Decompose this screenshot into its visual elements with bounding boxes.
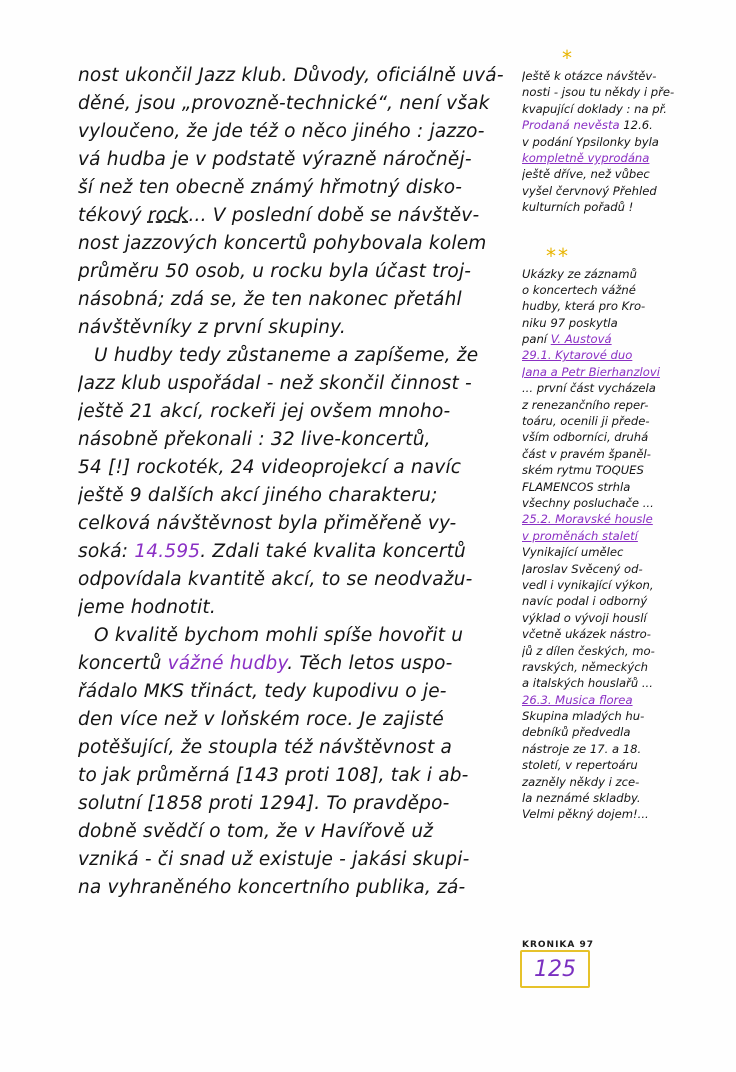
event-title: Jana a Petr Bierhanzlovi	[522, 364, 660, 379]
main-line: den více než v loňském roce. Je zajisté	[78, 709, 444, 730]
main-line: nost jazzových koncertů pohybovala kolem	[78, 233, 487, 254]
main-line: ší než ten obecně známý hřmotný disko-	[78, 177, 463, 198]
side-note-line: Ještě k otázce návštěv-	[522, 69, 657, 83]
main-line-rock	[78, 202, 518, 230]
main-line: potěšující, že stoupla též návštěvnost a	[78, 737, 453, 758]
side-notes-column	[522, 48, 718, 823]
main-line: dobně svědčí o tom, že v Havířově už	[78, 821, 434, 842]
event-text: Velmi pěkný dojem!...	[522, 807, 649, 822]
event-title: 25.2. Moravské housle	[522, 512, 653, 527]
event-text: toáru, ocenili ji přede-	[522, 414, 650, 429]
event-text: století, v repertoáru	[522, 758, 638, 773]
main-line: násobně překonali : 32 live-koncertů,	[78, 429, 431, 450]
main-line: děné, jsou „provozně-technické“, není však	[78, 93, 490, 114]
side-note-line: hudby, která pro Kro-	[522, 299, 646, 314]
main-line: vá hudba je v podstatě výrazně náročněj-	[78, 149, 472, 170]
main-line: jeme hodnotit.	[78, 597, 216, 618]
event-text: z renezančního reper-	[522, 397, 649, 412]
event-text: Jaroslav Svěcený od-	[522, 561, 643, 576]
double-star-icon: **	[546, 243, 570, 268]
main-line: O kvalitě bychom mohli spíše hovořit u	[94, 625, 464, 646]
opera-title: Prodaná nevěsta	[522, 118, 620, 133]
event-text: všechny posluchače ...	[522, 495, 654, 510]
event-text: zazněly někdy i zce-	[522, 774, 640, 789]
visitors-tail: . Zdali také kvalita koncertů	[200, 541, 466, 562]
side-note-line: vyšel červnový Přehled	[522, 183, 657, 198]
star-icon: *	[562, 46, 572, 70]
side-note-line: Ukázky ze záznamů	[522, 266, 637, 281]
event-text: debníků předvedla	[522, 725, 631, 740]
event-text: vším odborníci, druhá	[522, 430, 649, 445]
main-line: celková návštěvnost byla přiměřeně vy-	[78, 513, 457, 534]
main-line: solutní [1858 proti 1294]. To pravděpo-	[78, 793, 450, 814]
main-line: to jak průměrná [143 proti 108], tak i ab-	[78, 765, 469, 786]
event-text: část v pravém španěl-	[522, 446, 651, 461]
main-line: průměru 50 osob, u rocku byla účast troj-	[78, 261, 472, 282]
page-number: 125	[534, 956, 576, 982]
main-line: na vyhraněného koncertního publika, zá-	[78, 877, 466, 898]
main-line-prefix: koncertů	[78, 653, 168, 674]
main-line-classical	[78, 650, 518, 678]
chronicle-label: KRONIKA 97	[522, 940, 595, 950]
event-title: v proměnách staletí	[522, 528, 638, 543]
spacer	[522, 216, 718, 246]
rock-word: rock	[147, 205, 189, 226]
main-line: Jazz klub uspořádal - než skončil činnost -	[78, 373, 472, 394]
contributor-name: V. Austová	[550, 332, 612, 347]
side-note-line: kulturních pořadů !	[522, 200, 634, 215]
main-line-prefix: soká:	[78, 541, 135, 562]
side-note-line-opera	[522, 117, 718, 133]
side-note-line: o koncertech vážné	[522, 282, 636, 297]
main-text-column	[78, 62, 518, 902]
main-line: násobná; zdá se, že ten nakonec přetáhl	[78, 289, 462, 310]
rock-tail: ... V poslední době se návštěv-	[188, 205, 480, 226]
event-text: výklad o vývoji houslí	[522, 610, 647, 625]
event-text: ... první část vycházela	[522, 381, 656, 396]
main-line: vzniká - či snad už existuje - jakási skupi-	[78, 849, 470, 870]
main-line: 54 [!] rockoték, 24 videoprojekcí a navíc	[78, 457, 462, 478]
event-text: ském rytmu TOQUES	[522, 463, 644, 478]
event-text: nástroje ze 17. a 18.	[522, 741, 642, 756]
side-note-line: niku 97 poskytla	[522, 315, 618, 330]
main-line: návštěvníky z první skupiny.	[78, 317, 346, 338]
main-line-visitors	[78, 538, 518, 566]
event-text: navíc podal i odborný	[522, 594, 648, 609]
opera-date: 12.6.	[619, 118, 653, 133]
side-note-line-person	[522, 331, 718, 347]
event-text: la neznámé skladby.	[522, 791, 641, 806]
side-note-line: ještě dříve, než vůbec	[522, 167, 650, 182]
event-text: vedl i vynikající výkon,	[522, 577, 654, 592]
side-note-prefix: paní	[522, 332, 551, 347]
classical-tail: . Těch letos uspo-	[287, 653, 453, 674]
event-title: 29.1. Kytarové duo	[522, 348, 633, 363]
visitors-number: 14.595	[134, 541, 201, 562]
main-line: nost ukončil Jazz klub. Důvody, oficiálně uvá-	[78, 65, 504, 86]
page-number-box	[520, 950, 590, 988]
main-line: vyloučeno, že jde též o něco jiného : jazzo-	[78, 121, 485, 142]
main-line: ještě 9 dalších akcí jiného charakteru;	[78, 485, 438, 506]
sold-out-phrase: kompletně vyprodána	[522, 150, 650, 165]
event-title: 26.3. Musica florea	[522, 692, 633, 707]
event-text: Skupina mladých hu-	[522, 709, 645, 724]
main-line: U hudby tedy zůstaneme a zapíšeme, že	[94, 345, 479, 366]
main-line: řádalo MKS třináct, tedy kupodivu o je-	[78, 681, 447, 702]
classical-music-phrase: vážné hudby	[167, 653, 288, 674]
event-text: FLAMENCOS strhla	[522, 479, 631, 494]
side-note-line: v podání Ypsilonky byla	[522, 134, 659, 149]
event-text: a italských houslařů ...	[522, 676, 653, 691]
side-note-line: kvapující doklady : na př.	[522, 101, 667, 116]
main-line: odpovídala kvantitě akcí, to se neodvažu-	[78, 569, 473, 590]
main-line-prefix: tékový	[78, 205, 148, 226]
event-text: včetně ukázek nástro-	[522, 627, 651, 642]
main-line: ještě 21 akcí, rockeři jej ovšem mnoho-	[78, 401, 451, 422]
event-text: Vynikající umělec	[522, 545, 624, 560]
event-text: ravských, německých	[522, 659, 649, 674]
side-note-line: nosti - jsou tu někdy i pře-	[522, 85, 675, 100]
event-text: jů z dílen českých, mo-	[522, 643, 655, 658]
